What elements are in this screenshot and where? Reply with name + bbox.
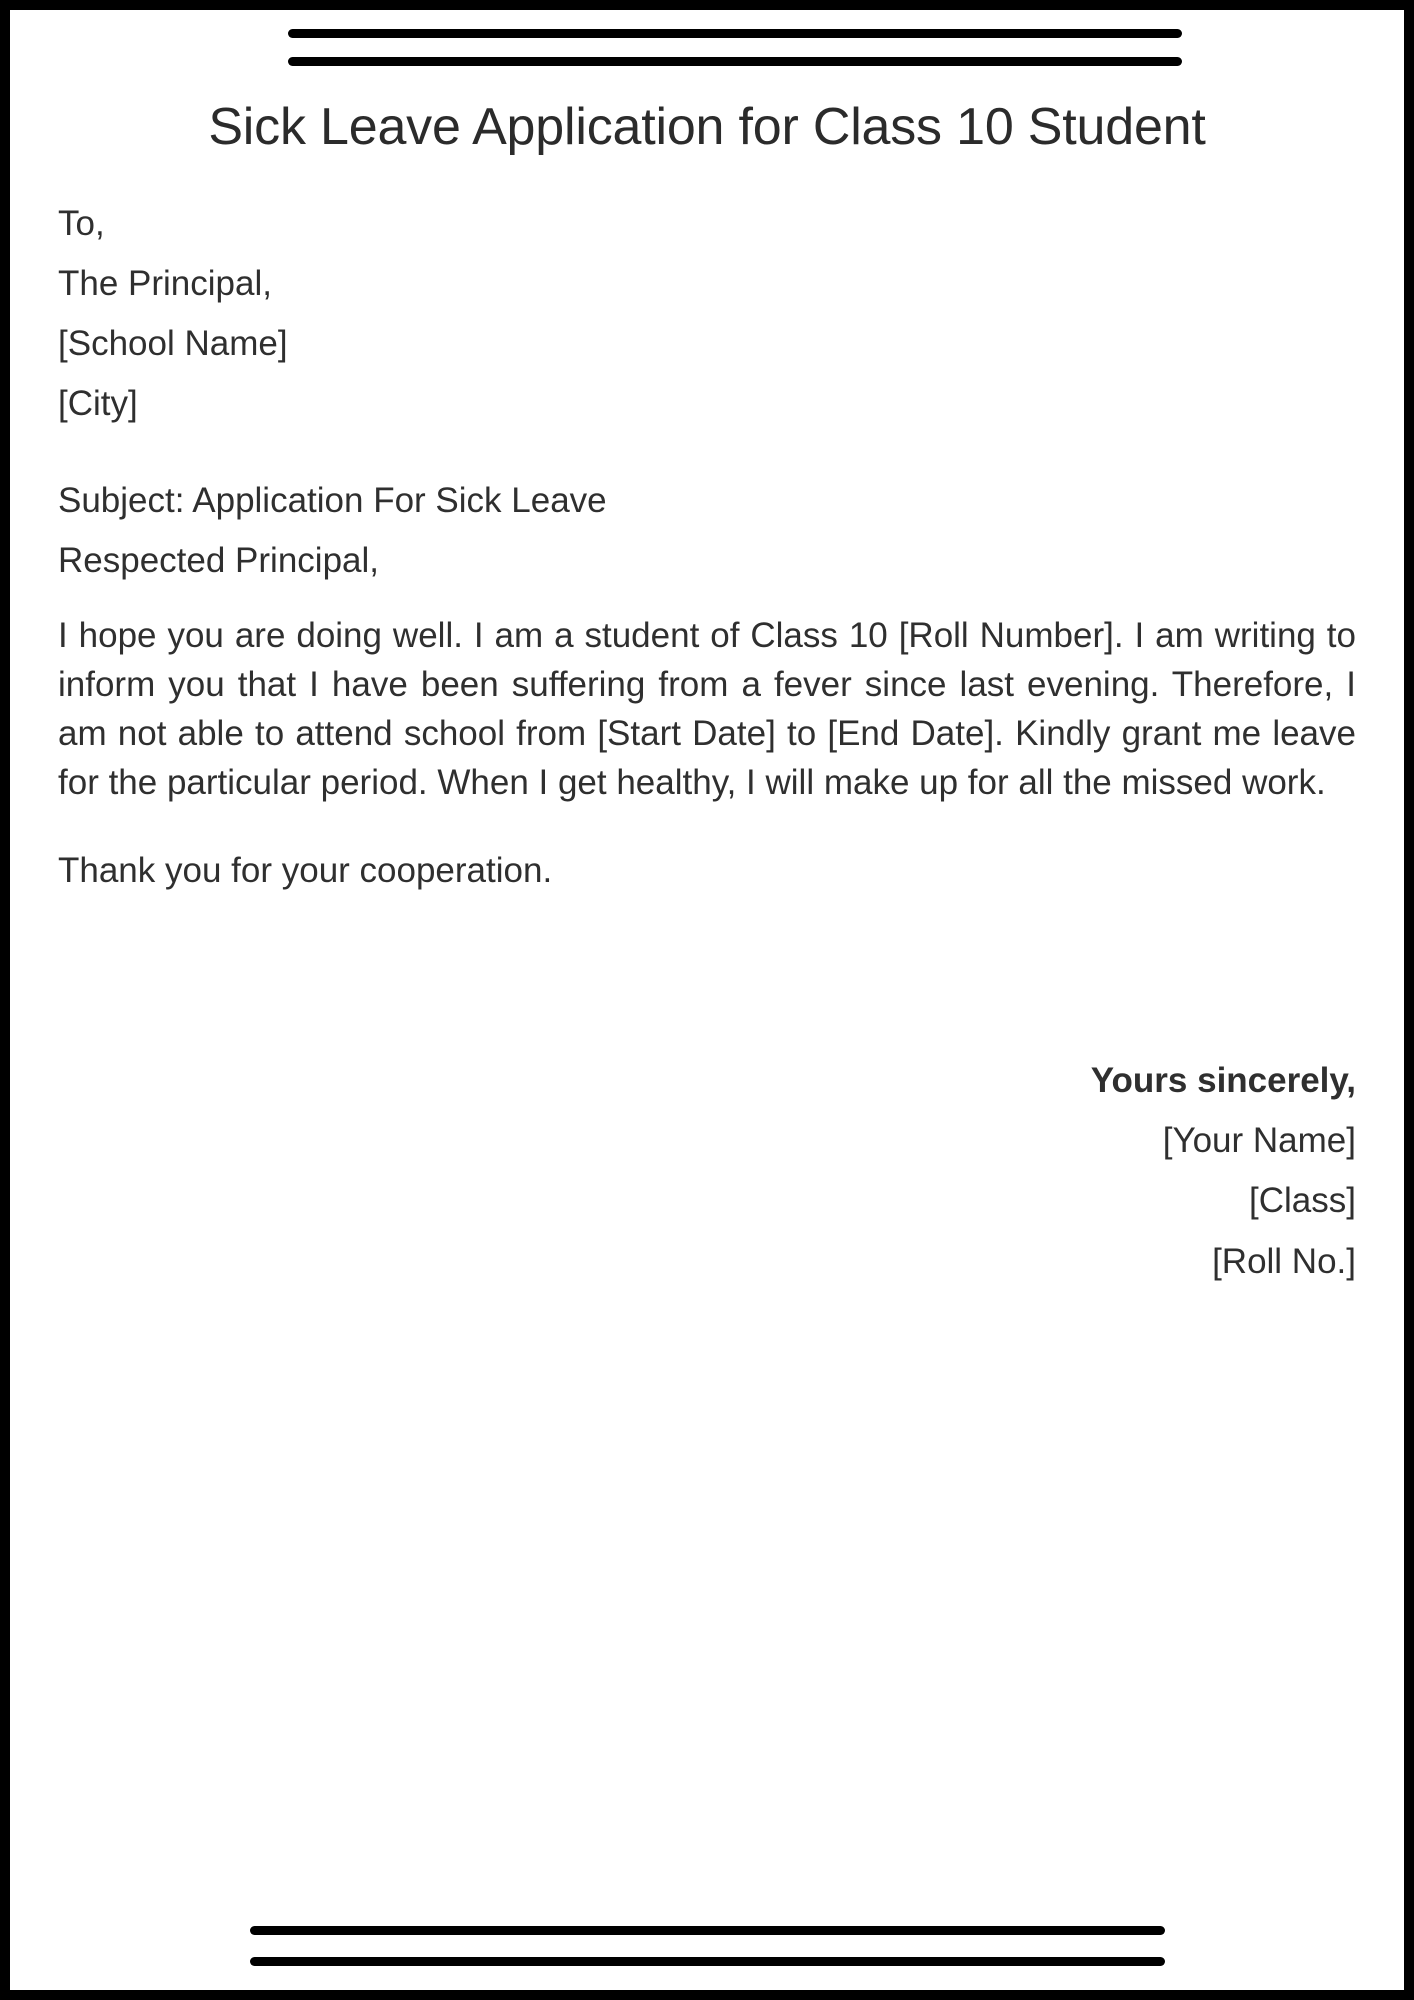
subject-line: Subject: Application For Sick Leave <box>58 480 607 520</box>
letter-body <box>58 194 1356 1292</box>
signature-class: [Class] <box>1249 1181 1356 1221</box>
spacer-after-address <box>58 435 1356 471</box>
top-rule-first <box>288 29 1182 38</box>
body-paragraph: I hope you are doing well. I am a student of Class 10 [Roll Number]. I am writing to inform you that I have been suffering from a fever since last evening. Therefore, I am not able to attend school from [Start Date] to [End Date]. Kindly grant me leave for the particular period. When I get healthy, I will make up for all the missed work. <box>58 615 1356 802</box>
bottom-anchor <box>58 1926 1356 1966</box>
signature-sign-off: Yours sincerely, <box>1090 1061 1356 1101</box>
page-title: Sick Leave Application for Class 10 Student <box>208 98 1206 156</box>
signature-name: [Your Name] <box>1162 1121 1356 1161</box>
bottom-rule-group <box>58 1926 1356 1966</box>
signature-roll-no: [Roll No.] <box>1212 1241 1356 1281</box>
address-line-city: [City] <box>58 384 138 424</box>
bottom-rule-first <box>250 1926 1165 1935</box>
salutation-line: Respected Principal, <box>58 540 379 580</box>
spacer-before-closing <box>58 807 1356 841</box>
closing-line: Thank you for your cooperation. <box>58 850 553 890</box>
top-rule-group <box>58 10 1356 66</box>
address-line-to: To, <box>58 203 105 243</box>
address-line-principal: The Principal, <box>58 263 272 303</box>
bottom-rule-second <box>250 1957 1165 1966</box>
signature-block <box>58 1051 1356 1292</box>
address-line-school: [School Name] <box>58 324 288 364</box>
top-rule-second <box>288 57 1182 66</box>
page-inner <box>10 10 1404 1990</box>
spacer-before-signature <box>58 901 1356 1051</box>
spacer-before-paragraph <box>58 591 1356 611</box>
